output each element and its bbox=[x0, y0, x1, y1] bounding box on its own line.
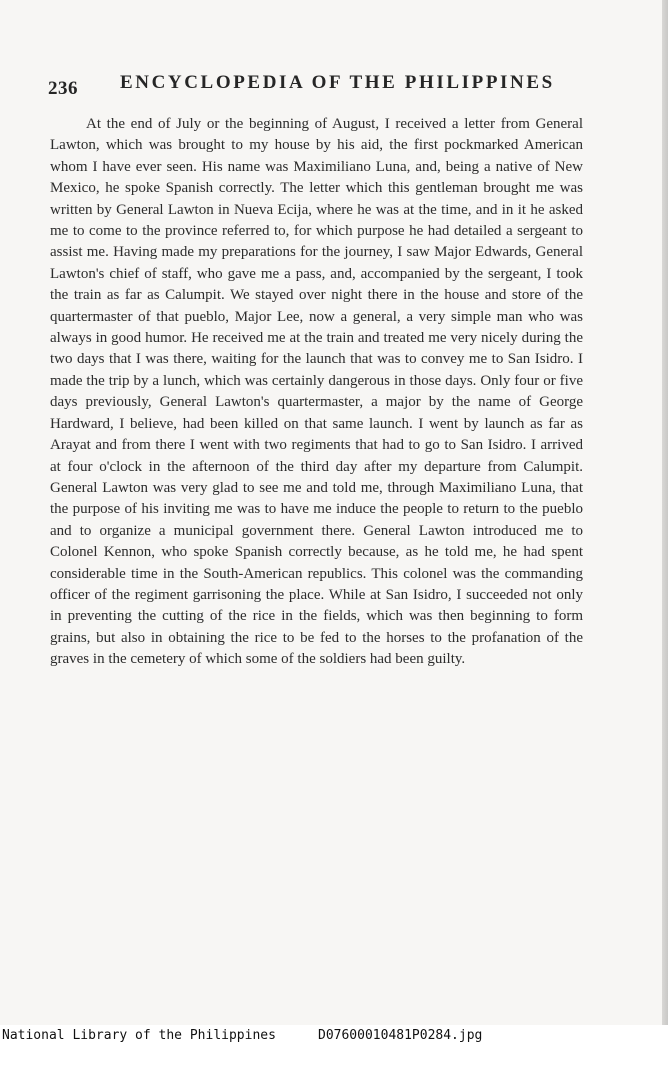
page-edge bbox=[662, 0, 668, 1025]
body-paragraph: At the end of July or the beginning of August, I received a letter from General Lawton, which was brought to my house by his aid, the first pockmarked American whom I have ever seen. His name was Maximiliano Luna, and, being a native of New Mexico, he spoke Spanish correctly. The letter which this gentleman brought me was written by General Lawton in Nueva Ecija, where he was at the time, and in it he asked me to come to the province referred to, for which purpose he had detailed a sergeant to assist me. Having made my preparations for the journey, I saw Major Edwards, General Lawton's chief of staff, who gave me a pass, and, accompanied by the sergeant, I took the train as far as Calumpit. We stayed over night there in the house and store of the quartermaster of that pueblo, Major Lee, now a general, a very simple man who was always in good humor. He received me at the train and treated me very nicely during the two days that I was there, waiting for the launch that was to convey me to San Isidro. I made the trip by a lunch, which was certainly dangerous in those days. Only four or five days previously, General Lawton's quartermaster, a major by the name of George Hardward, I believe, had been killed on that same launch. I went by launch as far as Arayat and from there I went with two regiments that had to go to San Isidro. I arrived at four o'clock in the afternoon of the third day after my departure from Calumpit. General Lawton was very glad to see me and told me, through Maximiliano Luna, that the purpose of his inviting me was to have me induce the people to return to the pueblo and to organize a municipal government there. General Lawton introduced me to Colonel Kennon, who spoke Spanish correctly because, as he told me, he had spent considerable time in the South-American republics. This colonel was the commanding officer of the regiment garrisoning the place. While at San Isidro, I succeeded not only in preventing the cutting of the rice in the fields, which was then beginning to form grains, but also in obtaining the rice to be fed to the horses to the profanation of the graves in the cemetery of which some of the soldiers had been guilty. bbox=[50, 116, 583, 668]
page-number: 236 bbox=[48, 78, 78, 99]
scan-footer bbox=[0, 1028, 668, 1044]
page-header bbox=[48, 70, 608, 100]
footer-filename: D07600010481P0284.jpg bbox=[318, 1028, 483, 1043]
footer-source: National Library of the Philippines bbox=[2, 1028, 276, 1043]
running-title: ENCYCLOPEDIA OF THE PHILIPPINES bbox=[120, 72, 555, 93]
